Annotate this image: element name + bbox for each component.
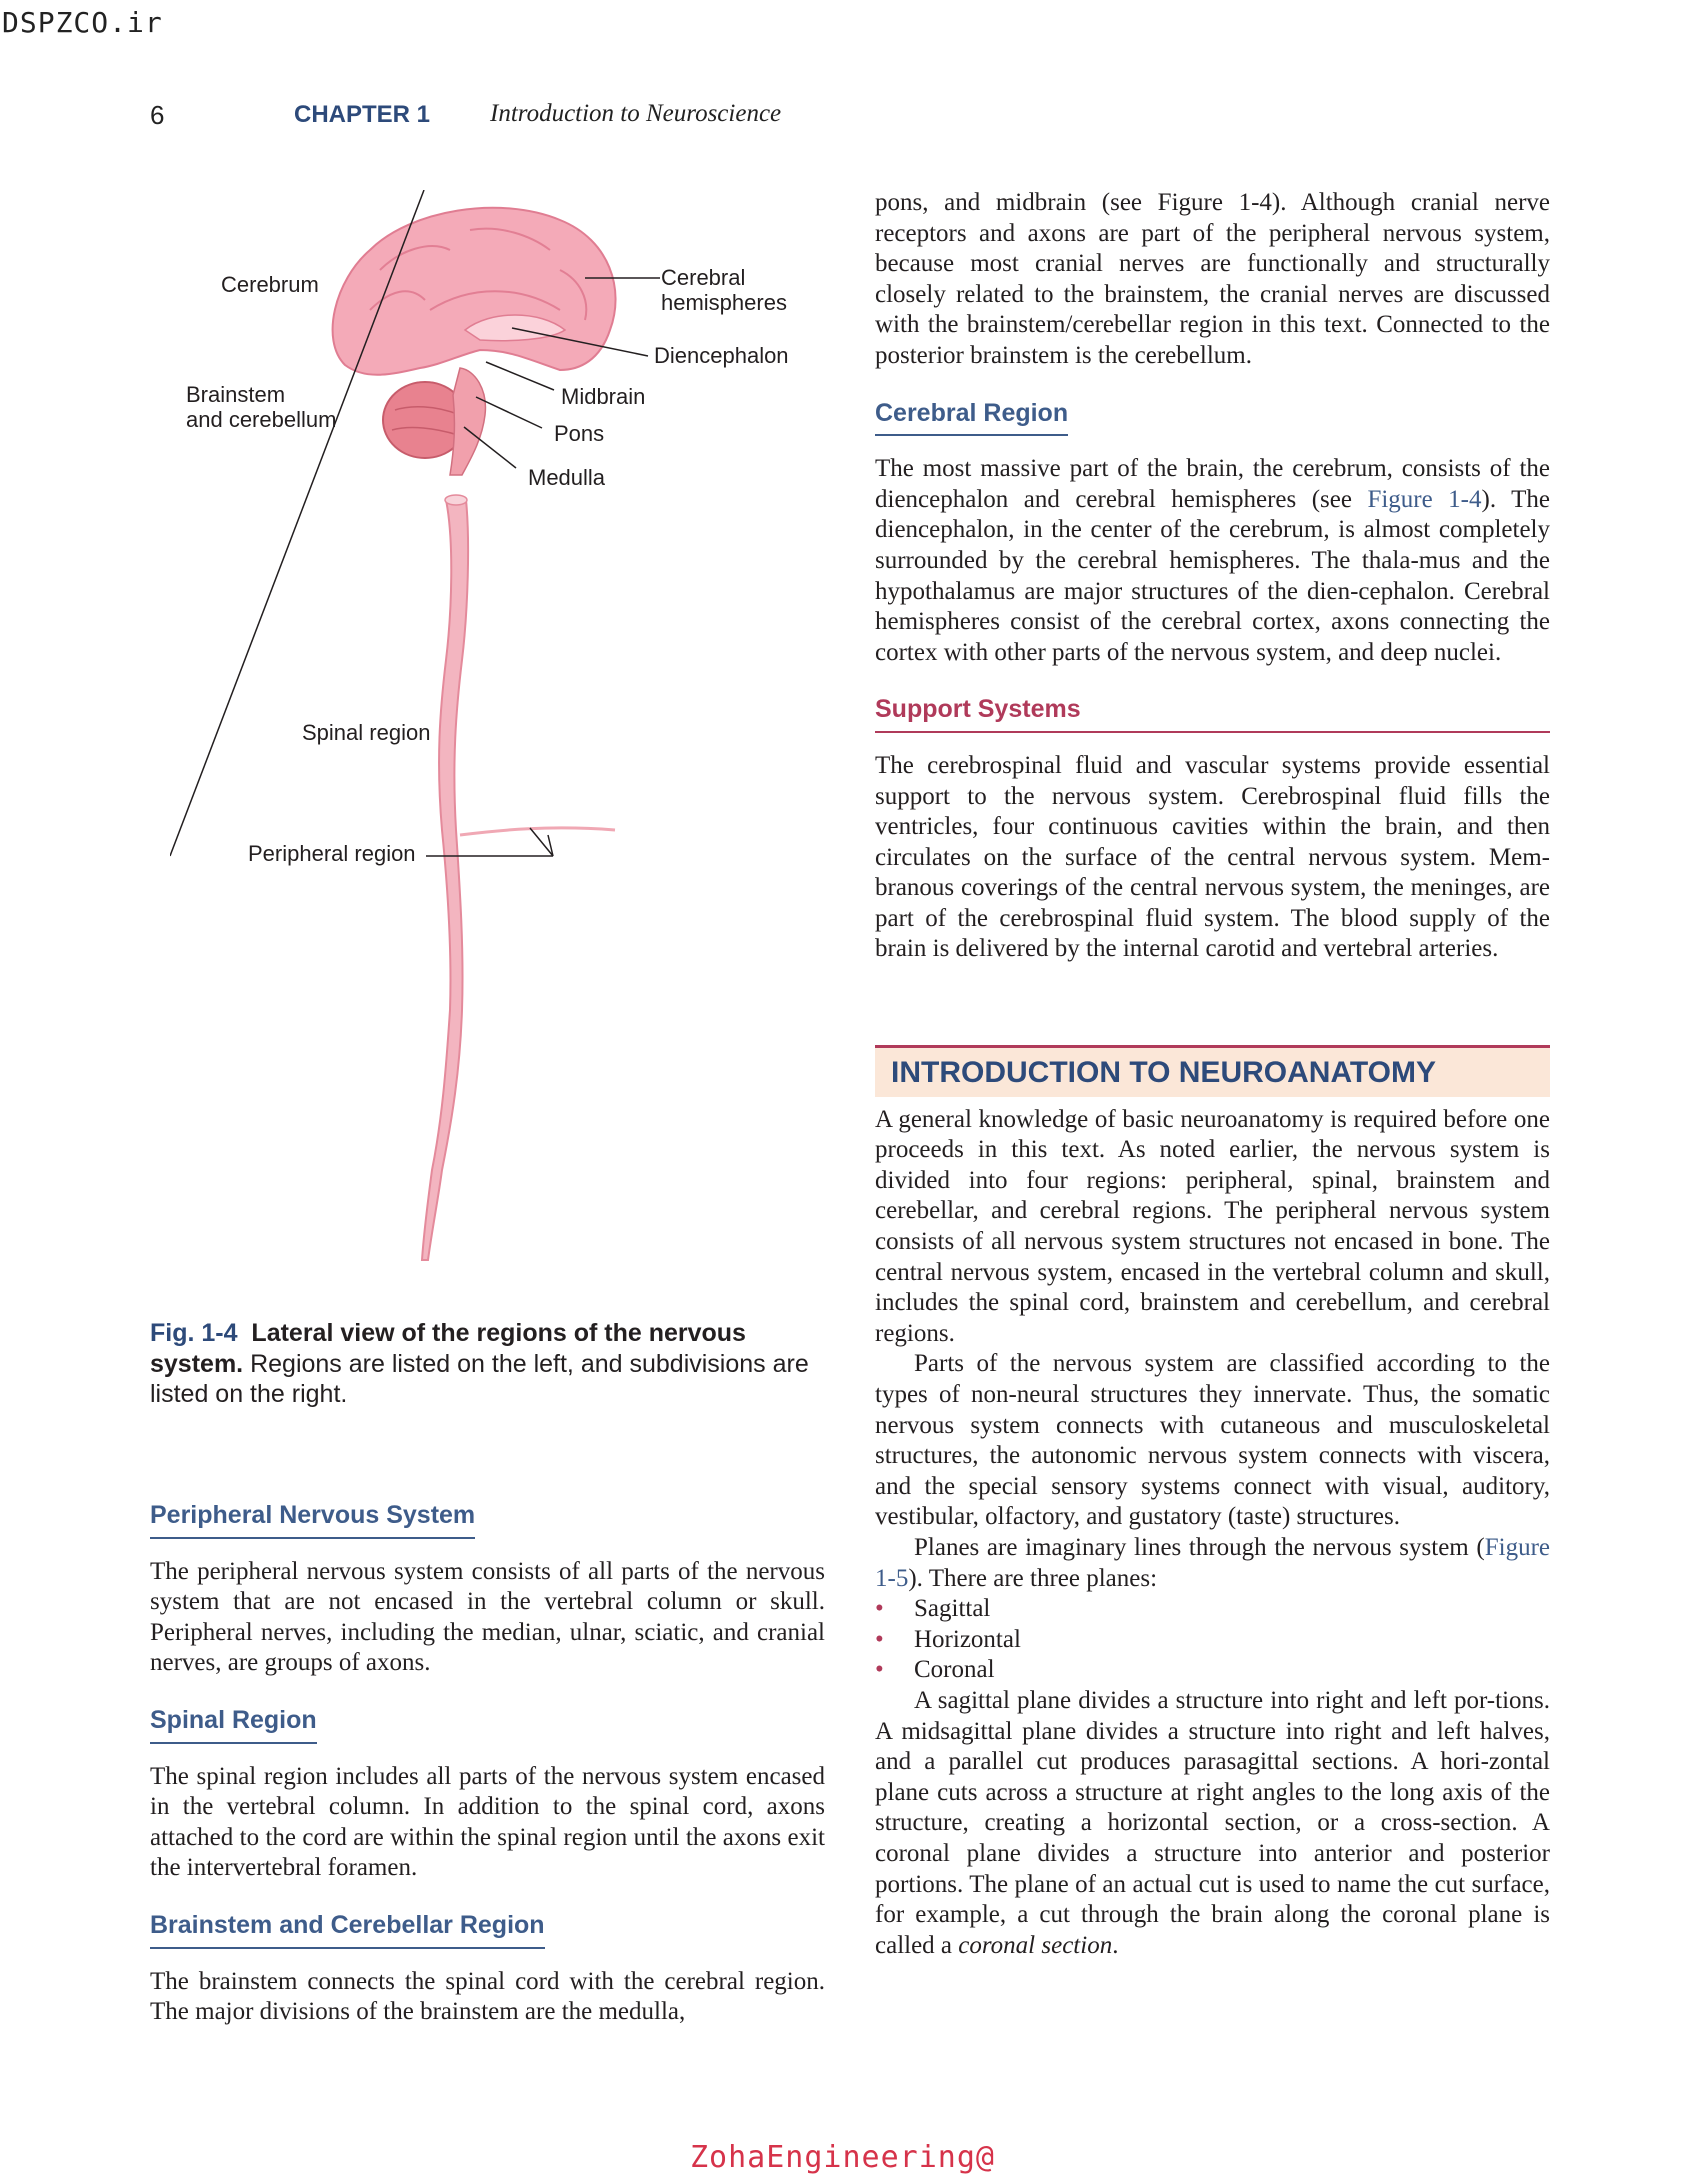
paragraph-continuation: pons, and midbrain (see Figure 1-4). Although cranial nerve receptors and axons are part of the peripheral nervous system, because most cranial nerves are functionally and structurally closely related to the brainstem, the cranial nerves are discussed with the brainstem/cerebellar region in this text. Connected to the posterior brainstem is the cerebellum. [875,189,1550,369]
peripheral-nerve-shape [460,828,615,835]
planes-list [875,1594,1550,1686]
chapter-label: CHAPTER 1 [294,101,431,128]
figure-number: Fig. 1-4 [150,1319,238,1347]
brainstem-shape [450,368,485,475]
section-banner-introduction: INTRODUCTION TO NEUROANATOMY [875,1045,1550,1097]
spinal-cord-shape [422,500,468,1260]
paragraph-intro-3: Planes are imaginary lines through the nervous system (Figure 1-5). There are three planes: [875,1533,1550,1592]
nervous-system-illustration [170,190,670,1300]
watermark-bottom: ZohaEngineering@ [690,2140,995,2175]
label-diencephalon: Diencephalon [654,343,789,368]
paragraph-cerebral-region: The most massive part of the brain, the cerebrum, consists of the diencephalon and cerebral hemispheres (see Figure 1-4). The diencephalon, in the center of the cerebrum, is almost completely surrounded by the cerebral hemispheres. The thala-mus and the hypothalamus are major structures of the dien-cephalon. Cerebral hemispheres consist of the cerebral cortex, axons connecting the cortex with other parts of the nervous system, and deep nuclei. [875,455,1550,666]
label-cerebral-hemispheres-1: Cerebral [661,265,746,290]
link-figure-1-4[interactable]: Figure 1-4 [1367,485,1482,513]
chapter-title: Introduction to Neuroscience [490,100,782,127]
figure-caption-title: Lateral view of the regions of the nervous system. [150,1319,746,1378]
label-cerebrum: Cerebrum [221,272,319,297]
watermark-top: DSPZCO.ir [2,6,163,39]
paragraph-support-systems: The cerebrospinal fluid and vascular systems provide essential support to the nervous system. Cerebrospinal fluid fills the ventricles, four continuous cavities within the brain, and then circulates on the surface of the central nervous system. Mem-branous coverings of the central nervous system, the meninges, are part of the cerebrospinal fluid system. The blood supply of the brain is delivered by the internal carotid and vertebral arteries. [875,751,1550,963]
figure-caption-text: Regions are listed on the left, and subdivisions are listed on the right. [150,1349,809,1408]
label-medulla: Medulla [528,465,606,490]
heading-support-systems: Support Systems [875,694,1550,733]
heading-brainstem-cerebellar-region: Brainstem and Cerebellar Region [150,1910,545,1949]
nervous-system-figure [170,190,789,1300]
paragraph-brainstem-cerebellar-region: The brainstem connects the spinal cord with the cerebral region. The major divisions of the brainstem are the medulla, [150,1967,825,2026]
list-item-sagittal: • Sagittal [875,1594,1550,1625]
label-cerebral-hemispheres-2: hemispheres [661,290,787,315]
page-number: 6 [150,100,165,130]
figure-caption [150,1318,810,1410]
heading-peripheral-nervous-system: Peripheral Nervous System [150,1500,475,1539]
list-item-coronal: • Coronal [875,1655,1550,1686]
left-column [150,1500,825,2028]
heading-spinal-region: Spinal Region [150,1705,317,1744]
label-peripheral-region: Peripheral region [248,841,416,866]
right-column [875,188,1550,1961]
paragraph-spinal-region: The spinal region includes all parts of the nervous system encased in the vertebral column. In addition to the spinal cord, axons attached to the cord are within the spinal region until the axons exit the intervertebral foramen. [150,1762,825,1882]
cerebrum-shape [333,208,616,375]
paragraph-peripheral-nervous-system: The peripheral nervous system consists of all parts of the nervous system that are not encased in the vertebral column or skull. Peripheral nerves, including the median, ulnar, sciatic, and cranial nerves, are groups of axons. [150,1557,825,1677]
heading-cerebral-region: Cerebral Region [875,398,1068,437]
label-brainstem-2: and cerebellum [186,407,337,432]
paragraph-intro-2: Parts of the nervous system are classified according to the types of non-neural structures they innervate. Thus, the somatic nervous system connects with cutaneous and musculoskeletal structures, the autonomic nervous system connects with viscera, and the special sensory systems connect with visual, auditory, vestibular, olfactory, and gustatory (taste) structures. [875,1350,1550,1531]
list-item-horizontal: • Horizontal [875,1625,1550,1656]
label-midbrain: Midbrain [561,384,646,409]
label-brainstem-1: Brainstem [186,382,286,407]
link-figure-1-5[interactable]: Figure 1-5 [875,1533,1550,1592]
paragraph-intro-1: A general knowledge of basic neuroanatomy is required before one proceeds in this text. As noted earlier, the nervous system is divided into four regions: peripheral, spinal, brainstem and cerebellar, and cerebral regions. The peripheral nervous system consists of all nervous system structures not encased in bone. The central nervous system, encased in the vertebral column and skull, includes the spinal cord, brainstem and cerebellum, and cerebral regions. [875,1105,1550,1347]
label-spinal-region: Spinal region [302,720,431,745]
coronal-section-term: coronal section [958,1931,1113,1959]
paragraph-intro-4: A sagittal plane divides a structure into right and left por-tions. A midsagittal plane divides a structure into right and left halves, and a parallel cut produces parasagittal sections. A hori-zontal plane cuts across a structure at right angles to the long axis of the structure, creating a horizontal section, or a cross-section. A coronal plane divides a structure into anterior and posterior portions. The plane of an actual cut is used to name the cut surface, for example, a cut through the brain along the coronal plane is called a coronal section. [875,1686,1550,1959]
label-pons: Pons [554,421,605,446]
